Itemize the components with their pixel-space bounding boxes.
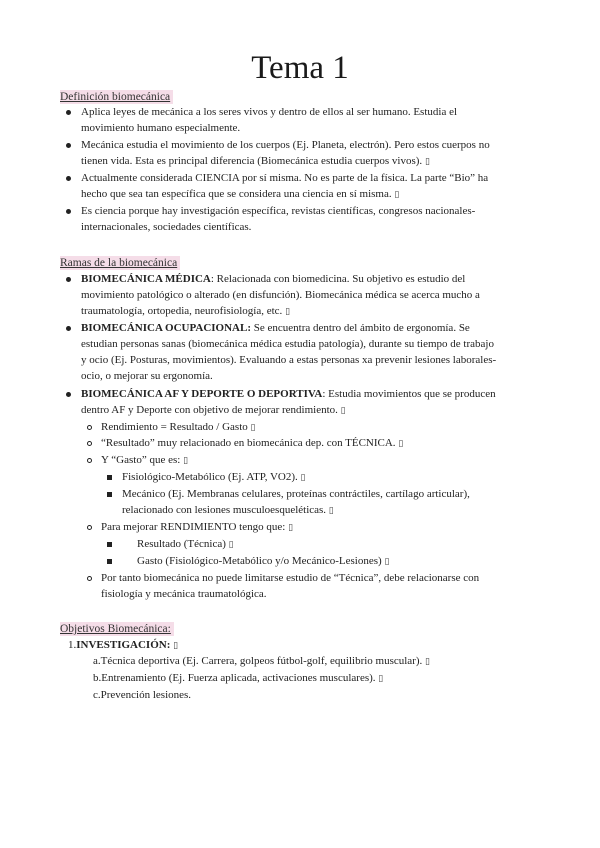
medica-line-3-text: traumatología, ortopedia, neurofisiología, etc. <box>81 305 283 317</box>
medica-text: : Relacionada con biomedicina. Su objetivo es estudio del <box>210 273 466 285</box>
sub-gasto <box>101 452 188 468</box>
objetivo-1 <box>68 637 178 653</box>
sub-gasto-mecanico-line-2 <box>122 502 334 518</box>
sub-gasto-fisiologico <box>122 469 306 485</box>
placeholder-glyph: ▯ <box>250 422 256 432</box>
definicion-item-4-line-2: internacionales, sociedades científicas. <box>81 221 252 233</box>
sub-gasto-mecanico-line-1: Mecánico (Ej. Membranas celulares, proteínas contráctiles, cartílago articular), <box>122 488 470 500</box>
placeholder-glyph: ▯ <box>394 189 400 199</box>
page-title: Tema 1 <box>251 50 349 86</box>
ocupacional-line-2: estudian personas sanas (biomecánica médica estudia patología), durante su tiempo de trabajo <box>81 338 494 350</box>
ocupacional-label: BIOMECÁNICA OCUPACIONAL: <box>81 322 251 334</box>
placeholder-glyph: ▯ <box>384 556 390 566</box>
definicion-item-2-text: tienen vida. Esta es principal diferencia (Biomecánica estudia cuerpos vivos). <box>81 155 423 167</box>
sub-conclusion-line-2: fisiología y mecánica traumatológica. <box>101 588 267 600</box>
sub-conclusion-line-1: Por tanto biomecánica no puede limitarse estudio de “Técnica”, debe relacionarse con <box>101 572 480 584</box>
medica-line-3 <box>81 303 290 319</box>
bullet-square <box>107 475 112 480</box>
objetivo-1a-text: a.Técnica deportiva (Ej. Carrera, golpeos fútbol-golf, equilibrio muscular). <box>93 655 423 667</box>
medica-line-2: movimiento patológico o alterado (en disfunción). Biomecánica médica se acerca mucho a <box>81 289 480 301</box>
objetivo-number: 1. <box>68 639 77 651</box>
placeholder-glyph: ▯ <box>183 455 189 465</box>
sub-gasto-fisiologico-text: Fisiológico-Metabólico (Ej. ATP, VO2). <box>122 471 298 483</box>
placeholder-glyph: ▯ <box>328 505 334 515</box>
sub-mejorar-text: Para mejorar RENDIMIENTO tengo que: <box>101 521 286 533</box>
placeholder-glyph: ▯ <box>424 156 430 166</box>
ocupacional-text: Se encuentra dentro del ámbito de ergonomía. Se <box>251 322 470 334</box>
sub-mejorar-resultado <box>137 536 234 552</box>
sub-gasto-mecanico-text: relacionado con lesiones musculoesqueléticas. <box>122 504 327 516</box>
definicion-item-1-line-1: Aplica leyes de mecánica a los seres vivos y dentro de ellos al ser humano. Estudia el <box>81 106 458 118</box>
sub-rendimiento <box>101 419 255 435</box>
objetivo-1a <box>93 653 430 669</box>
placeholder-glyph: ▯ <box>300 472 306 482</box>
sub-resultado <box>101 435 403 451</box>
ocupacional-line-1 <box>81 320 470 336</box>
deportiva-line-2-text: dentro AF y Deporte con objetivo de mejorar rendimiento. <box>81 404 338 416</box>
bullet-square <box>107 542 112 547</box>
definicion-item-2-line-2 <box>81 153 430 169</box>
definicion-item-2-line-1: Mecánica estudia el movimiento de los cuerpos (Ej. Planeta, electrón). Pero estos cuerpos no <box>81 139 490 151</box>
placeholder-glyph: ▯ <box>288 522 294 532</box>
bullet-disc <box>66 176 71 181</box>
section-heading-definicion: Definición biomecánica <box>60 90 173 104</box>
definicion-item-3-text: hecho que sea tan específica que se considera una ciencia en sí misma. <box>81 188 392 200</box>
definicion-item-4-line-1: Es ciencia porque hay investigación específica, revistas científicas, congresos nacionales- <box>81 205 476 217</box>
placeholder-glyph: ▯ <box>285 306 291 316</box>
sub-gasto-text: Y “Gasto” que es: <box>101 454 181 466</box>
bullet-square <box>107 492 112 497</box>
sub-mejorar-gasto <box>137 553 389 569</box>
bullet-circle <box>87 425 92 430</box>
placeholder-glyph: ▯ <box>228 539 234 549</box>
sub-rendimiento-text: Rendimiento = Resultado / Gasto <box>101 421 248 433</box>
placeholder-glyph: ▯ <box>173 640 179 650</box>
definicion-item-1-line-2: movimiento humano especialmente. <box>81 122 241 134</box>
deportiva-line-1 <box>81 386 496 402</box>
ocupacional-line-3: y ocio (Ej. Posturas, movimientos). Evaluando a estas personas xa prevenir lesiones laborales- <box>81 354 497 366</box>
sub-mejorar-gasto-text: Gasto (Fisiológico-Metabólico y/o Mecánico-Lesiones) <box>137 555 382 567</box>
deportiva-line-2 <box>81 402 346 418</box>
ocupacional-line-4: ocio, o mejorar su ergonomía. <box>81 370 213 382</box>
medica-label: BIOMECÁNICA MÉDICA <box>81 273 211 285</box>
deportiva-label: BIOMECÁNICA AF Y DEPORTE O DEPORTIVA <box>81 388 323 400</box>
definicion-item-3-line-2 <box>81 186 399 202</box>
bullet-disc <box>66 110 71 115</box>
medica-line-1 <box>81 271 465 287</box>
bullet-disc <box>66 326 71 331</box>
sub-mejorar-resultado-text: Resultado (Técnica) <box>137 538 226 550</box>
bullet-square <box>107 559 112 564</box>
section-heading-ramas: Ramas de la biomecánica <box>60 256 180 270</box>
section-heading-objetivos: Objetivos Biomecánica: <box>60 622 174 636</box>
bullet-circle <box>87 441 92 446</box>
placeholder-glyph: ▯ <box>378 673 384 683</box>
definicion-item-3-line-1: Actualmente considerada CIENCIA por sí misma. No es parte de la física. La parte “Bio” ha <box>81 172 489 184</box>
placeholder-glyph: ▯ <box>398 438 404 448</box>
objetivo-1c: c.Prevención lesiones. <box>93 689 192 701</box>
sub-mejorar <box>101 519 293 535</box>
bullet-disc <box>66 277 71 282</box>
placeholder-glyph: ▯ <box>340 405 346 415</box>
sub-resultado-text: “Resultado” muy relacionado en biomecánica dep. con TÉCNICA. <box>101 437 396 449</box>
bullet-disc <box>66 143 71 148</box>
bullet-disc <box>66 392 71 397</box>
objetivo-1b <box>93 670 383 686</box>
deportiva-text: : Estudia movimientos que se producen <box>322 388 496 400</box>
bullet-circle <box>87 576 92 581</box>
bullet-disc <box>66 209 71 214</box>
placeholder-glyph: ▯ <box>425 656 430 666</box>
objetivo-1b-text: b.Entrenamiento (Ej. Fuerza aplicada, activaciones musculares). <box>93 672 376 684</box>
bullet-circle <box>87 458 92 463</box>
objetivo-investigacion: INVESTIGACIÓN: <box>76 639 171 651</box>
bullet-circle <box>87 525 92 530</box>
